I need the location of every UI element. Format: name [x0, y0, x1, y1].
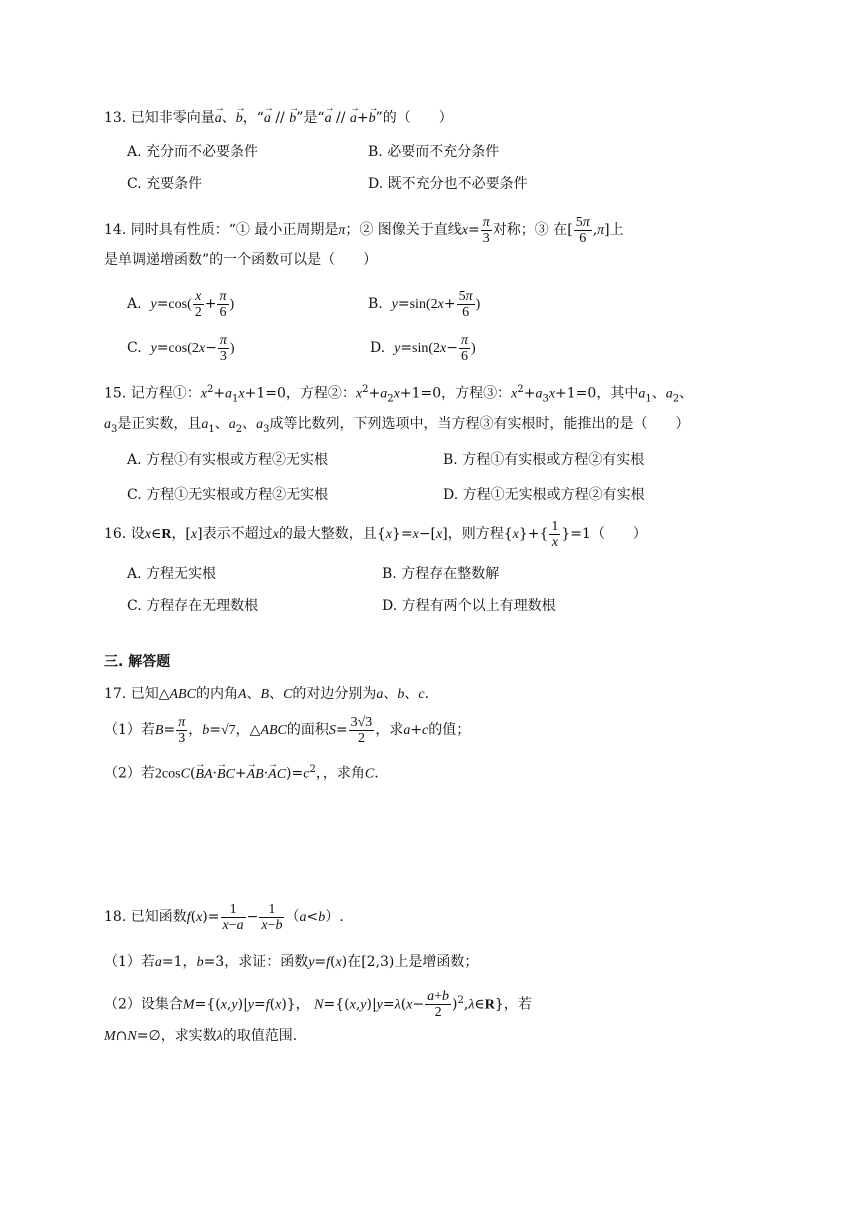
- option-c: C. 方程①无实根或方程②无实根: [127, 487, 329, 503]
- question-17-part-2: （2）若$2\cos C(\to BA\cdot\to BC+\to AB\cdot\to AC)=c^2$，，求角C.: [104, 760, 379, 785]
- option-d: D. 方程有两个以上有理数根: [382, 598, 556, 614]
- question-17-part-1: （1）若B= $\frac{\pi}{3}$ ，b=√7，△ABC的面积S= $\frac{3√3}{2}$ ，求a+c的值；: [104, 714, 471, 746]
- option-b: B. 必要而不充分条件: [368, 144, 500, 160]
- option-b: B. 方程①有实根或方程②有实根: [443, 452, 645, 468]
- question-15-stem-cont: $a_3$是正实数，且$a_1$、$a_2$、$a_3$成等比数列，下列选项中，当方程③有实根时，能推出的是（ ）: [104, 416, 690, 435]
- question-18-part-2-cont: M∩N=∅，求实数λ的取值范围.: [104, 1028, 298, 1044]
- question-18-part-1: （1）若a=1，b=3，求证：函数y=f(x)在[2,3)上是增函数；: [104, 954, 479, 970]
- question-18-stem: 18. 已知函数f(x)= $\frac{1}{x-a}$ − $\frac{1}{x-b}$ （a<b）.: [104, 901, 344, 933]
- question-13-stem: 13. 已知非零向量→ a、→ b，“→ a // → b”是“→ a // → a+→ b”的（ ）: [104, 108, 453, 129]
- question-14-stem: 14. 同时具有性质：“① 最小正周期是π；② 图像关于直线x= $\frac{\pi}{3}$ 对称；③ 在[ $\frac{5\pi}{6}$ ,π]上: [104, 214, 624, 246]
- option-c: C. 充要条件: [127, 176, 203, 192]
- option-a: A. 方程①有实根或方程②无实根: [127, 452, 329, 468]
- option-a: A. 充分而不必要条件: [127, 144, 259, 160]
- option-d: D. 方程①无实根或方程②有实根: [443, 487, 645, 503]
- option-c: C. y=cos(2x− $\frac{\pi}{3}$ ): [127, 332, 235, 364]
- option-c: C. 方程存在无理数根: [127, 598, 259, 614]
- section-heading: 三. 解答题: [104, 654, 171, 670]
- option-a: A. 方程无实根: [127, 566, 217, 582]
- question-number: 13.: [104, 110, 127, 126]
- option-a: A. y=cos( $\frac{x}{2}$ + $\frac{\pi}{6}$ ): [127, 288, 235, 320]
- option-d: D. y=sin(2x− $\frac{\pi}{6}$ ): [370, 332, 476, 364]
- question-16-stem: 16. 设x∈R，[x]表示不超过x的最大整数，且{x}=x−[x]，则方程{x}+{ $\frac{1}{x}$ }=1（ ）: [104, 518, 647, 550]
- question-15-stem: 15. 记方程①：$x^2+a_1x+1=0$，方程②：$x^2+a_2x+1=0$，方程③：$x^2+a_3x+1=0$，其中$a_1$、$a_2$、: [104, 384, 694, 405]
- question-14-stem-cont: 是单调递增函数”的一个函数可以是（ ）: [104, 252, 378, 268]
- question-17-stem: 17. 已知△ABC的内角A、B、C的对边分别为a、b、c.: [104, 686, 430, 702]
- option-b: B. 方程存在整数解: [382, 566, 500, 582]
- question-18-part-2: （2）设集合M={(x,y)|y=f(x)}， N={(x,y)|y=λ(x− $\frac{a+b}{2}$ )$^2$,λ∈R}，若: [104, 989, 532, 1021]
- option-d: D. 既不充分也不必要条件: [368, 176, 528, 192]
- option-b: B. y=sin(2x+ $\frac{5\pi}{6}$ ): [368, 288, 481, 320]
